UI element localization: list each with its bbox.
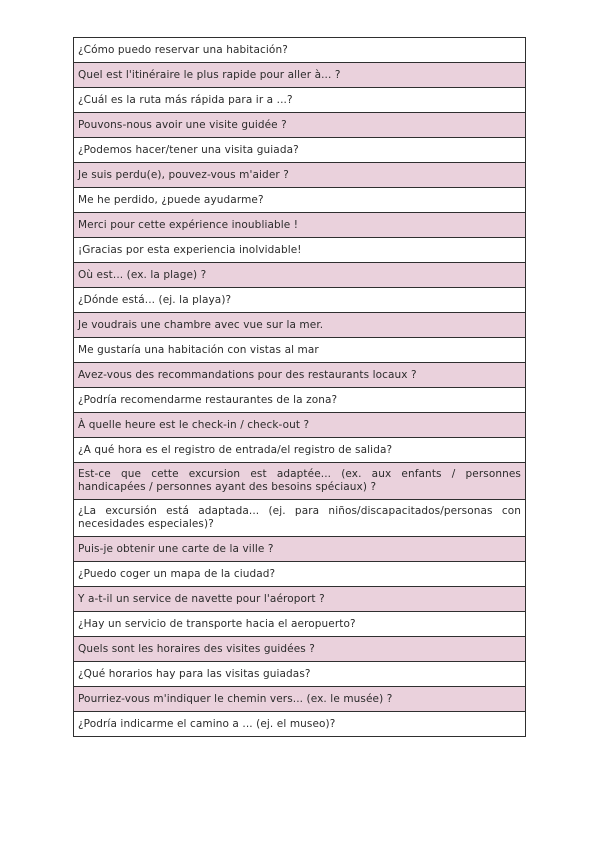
spanish-phrase-row xyxy=(74,438,526,463)
french-phrase-cell: Merci pour cette expérience inoubliable ! xyxy=(74,213,526,238)
french-phrase-cell: Je suis perdu(e), pouvez-vous m'aider ? xyxy=(74,163,526,188)
spanish-phrase-row xyxy=(74,138,526,163)
french-phrase-cell: Puis-je obtenir une carte de la ville ? xyxy=(74,537,526,562)
spanish-phrase-row xyxy=(74,238,526,263)
spanish-phrase-cell: ¡Gracias por esta experiencia inolvidable! xyxy=(74,238,526,263)
french-phrase-cell: Quels sont les horaires des visites guidées ? xyxy=(74,637,526,662)
spanish-phrase-row xyxy=(74,288,526,313)
phrase-table-body xyxy=(74,38,526,737)
french-phrase-row xyxy=(74,587,526,612)
french-phrase-row xyxy=(74,263,526,288)
french-phrase-cell: À quelle heure est le check-in / check-out ? xyxy=(74,413,526,438)
spanish-phrase-row xyxy=(74,612,526,637)
french-phrase-cell: Est-ce que cette excursion est adaptée... (ex. aux enfants / personnes handicapées / personnes ayant des besoins spéciaux) ? xyxy=(74,463,526,500)
spanish-phrase-row xyxy=(74,712,526,737)
french-phrase-row xyxy=(74,363,526,388)
french-phrase-row xyxy=(74,687,526,712)
french-phrase-cell: Où est... (ex. la plage) ? xyxy=(74,263,526,288)
spanish-phrase-row xyxy=(74,662,526,687)
french-phrase-row xyxy=(74,313,526,338)
french-phrase-row xyxy=(74,463,526,500)
phrase-table xyxy=(73,37,526,737)
french-phrase-cell: Je voudrais une chambre avec vue sur la mer. xyxy=(74,313,526,338)
french-phrase-cell: Pourriez-vous m'indiquer le chemin vers... (ex. le musée) ? xyxy=(74,687,526,712)
french-phrase-cell: Y a-t-il un service de navette pour l'aéroport ? xyxy=(74,587,526,612)
french-phrase-cell: Avez-vous des recommandations pour des restaurants locaux ? xyxy=(74,363,526,388)
french-phrase-row xyxy=(74,637,526,662)
spanish-phrase-cell: ¿Podría indicarme el camino a ... (ej. el museo)? xyxy=(74,712,526,737)
spanish-phrase-row xyxy=(74,338,526,363)
spanish-phrase-row xyxy=(74,388,526,413)
spanish-phrase-cell: ¿Puedo coger un mapa de la ciudad? xyxy=(74,562,526,587)
spanish-phrase-cell: ¿Qué horarios hay para las visitas guiadas? xyxy=(74,662,526,687)
spanish-phrase-cell: ¿Cómo puedo reservar una habitación? xyxy=(74,38,526,63)
spanish-phrase-row xyxy=(74,88,526,113)
spanish-phrase-row xyxy=(74,38,526,63)
french-phrase-row xyxy=(74,413,526,438)
spanish-phrase-cell: ¿La excursión está adaptada... (ej. para niños/discapacitados/personas con necesidades especiales)? xyxy=(74,500,526,537)
french-phrase-row xyxy=(74,63,526,88)
french-phrase-row xyxy=(74,113,526,138)
spanish-phrase-cell: Me gustaría una habitación con vistas al mar xyxy=(74,338,526,363)
french-phrase-cell: Pouvons-nous avoir une visite guidée ? xyxy=(74,113,526,138)
spanish-phrase-cell: Me he perdido, ¿puede ayudarme? xyxy=(74,188,526,213)
spanish-phrase-row xyxy=(74,188,526,213)
french-phrase-row xyxy=(74,213,526,238)
spanish-phrase-cell: ¿Cuál es la ruta más rápida para ir a ...? xyxy=(74,88,526,113)
french-phrase-cell: Quel est l'itinéraire le plus rapide pour aller à... ? xyxy=(74,63,526,88)
spanish-phrase-cell: ¿Dónde está... (ej. la playa)? xyxy=(74,288,526,313)
spanish-phrase-cell: ¿A qué hora es el registro de entrada/el registro de salida? xyxy=(74,438,526,463)
spanish-phrase-row xyxy=(74,500,526,537)
spanish-phrase-row xyxy=(74,562,526,587)
spanish-phrase-cell: ¿Podría recomendarme restaurantes de la zona? xyxy=(74,388,526,413)
french-phrase-row xyxy=(74,163,526,188)
french-phrase-row xyxy=(74,537,526,562)
spanish-phrase-cell: ¿Podemos hacer/tener una visita guiada? xyxy=(74,138,526,163)
spanish-phrase-cell: ¿Hay un servicio de transporte hacia el aeropuerto? xyxy=(74,612,526,637)
